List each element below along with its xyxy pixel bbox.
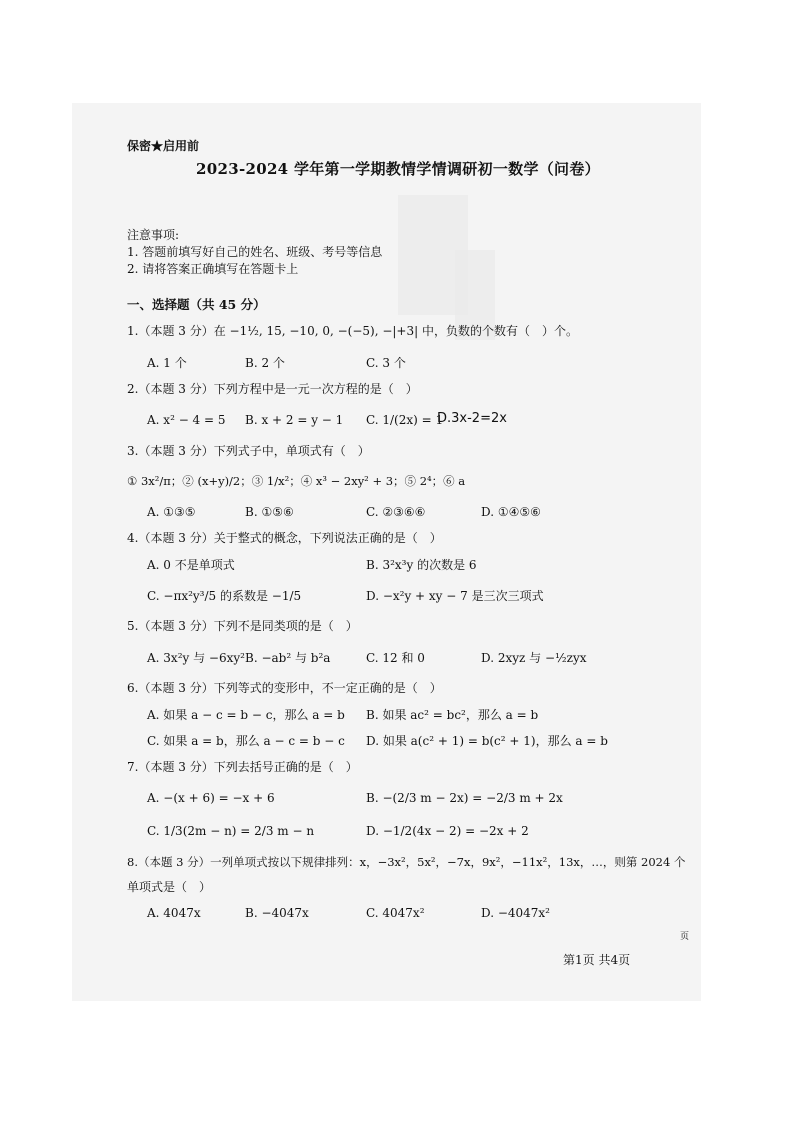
question-stem-continued: 单项式是（ ） xyxy=(127,880,212,894)
question-stem: 7.（本题 3 分）下列去括号正确的是（ ） xyxy=(127,760,358,774)
option-b: B. −ab² 与 b²a xyxy=(245,651,331,665)
option-d: D. ①④⑤⑥ xyxy=(481,505,541,519)
option-a: A. −(x + 6) = −x + 6 xyxy=(147,791,275,805)
option-c: C. 3 个 xyxy=(366,356,406,370)
option-b: B. x + 2 = y − 1 xyxy=(245,413,344,427)
option-a: A. x² − 4 = 5 xyxy=(147,413,226,427)
option-c: C. 如果 a = b，那么 a − c = b − c xyxy=(147,734,345,748)
option-a: A. 如果 a − c = b − c，那么 a = b xyxy=(147,708,345,722)
option-c: C. 1/3(2m − n) = 2/3 m − n xyxy=(147,824,315,838)
option-d: D. 2xyz 与 −½zyx xyxy=(481,651,587,665)
option-b: B. −(2/3 m − 2x) = −2/3 m + 2x xyxy=(366,791,563,805)
option-c: C. −πx²y³/5 的系数是 −1/5 xyxy=(147,589,302,603)
option-a: A. 1 个 xyxy=(147,356,187,370)
option-c: C. 4047x² xyxy=(366,906,425,920)
option-b: B. −4047x xyxy=(245,906,309,920)
question-stem: 8.（本题 3 分）一列单项式按以下规律排列：x，−3x²，5x²，−7x，9x²，−11x²，13x，…，则第 2024 个 xyxy=(127,855,686,869)
question-stem: 3.（本题 3 分）下列式子中，单项式有（ ） xyxy=(127,444,370,458)
notes-heading: 注意事项: xyxy=(127,228,180,242)
option-c: C. ②③⑥⑥ xyxy=(366,505,426,519)
option-b: B. 3²x³y 的次数是 6 xyxy=(366,558,477,572)
exam-title: 2023-2024 学年第一学期教情学情调研初一数学（问卷） xyxy=(196,160,600,178)
option-d: D.3x-2=2x xyxy=(437,411,507,426)
question-stem: 2.（本题 3 分）下列方程中是一元一次方程的是（ ） xyxy=(127,382,418,396)
option-d: D. 如果 a(c² + 1) = b(c² + 1)，那么 a = b xyxy=(366,734,608,748)
section-heading: 一、选择题（共 45 分） xyxy=(127,297,266,312)
option-c: C. 12 和 0 xyxy=(366,651,425,665)
page-edge-text: 页 xyxy=(680,932,690,942)
option-b: B. 2 个 xyxy=(245,356,285,370)
notes-item: 1. 答题前填写好自己的姓名、班级、考号等信息 xyxy=(127,245,383,259)
option-a: A. 4047x xyxy=(147,906,201,920)
question-stem: 1.（本题 3 分）在 −1½, 15, −10, 0, −(−5), −|+3| 中，负数的个数有（ ）个。 xyxy=(127,324,578,338)
page-number: 第1页 共4页 xyxy=(563,953,631,967)
option-b: B. ①⑤⑥ xyxy=(245,505,294,519)
option-d: D. −1/2(4x − 2) = −2x + 2 xyxy=(366,824,529,838)
option-d: D. −4047x² xyxy=(481,906,550,920)
confidential-mark: 保密★启用前 xyxy=(127,139,200,153)
option-c: C. 1/(2x) = 1 xyxy=(366,413,444,427)
question-stem: 4.（本题 3 分）关于整式的概念，下列说法正确的是（ ） xyxy=(127,531,442,545)
option-a: A. 3x²y 与 −6xy² xyxy=(147,651,245,665)
notes-item: 2. 请将答案正确填写在答题卡上 xyxy=(127,262,299,276)
question-stem: 6.（本题 3 分）下列等式的变形中，不一定正确的是（ ） xyxy=(127,681,442,695)
option-b: B. 如果 ac² = bc²，那么 a = b xyxy=(366,708,539,722)
option-d: D. −x²y + xy − 7 是三次三项式 xyxy=(366,589,544,603)
option-a: A. 0 不是单项式 xyxy=(147,558,235,572)
question-stem: 5.（本题 3 分）下列不是同类项的是（ ） xyxy=(127,619,358,633)
question-items: ① 3x²/π；② (x+y)/2；③ 1/x²；④ x³ − 2xy² + 3；⑤ 2⁴；⑥ a xyxy=(127,474,466,488)
option-a: A. ①③⑤ xyxy=(147,505,196,519)
